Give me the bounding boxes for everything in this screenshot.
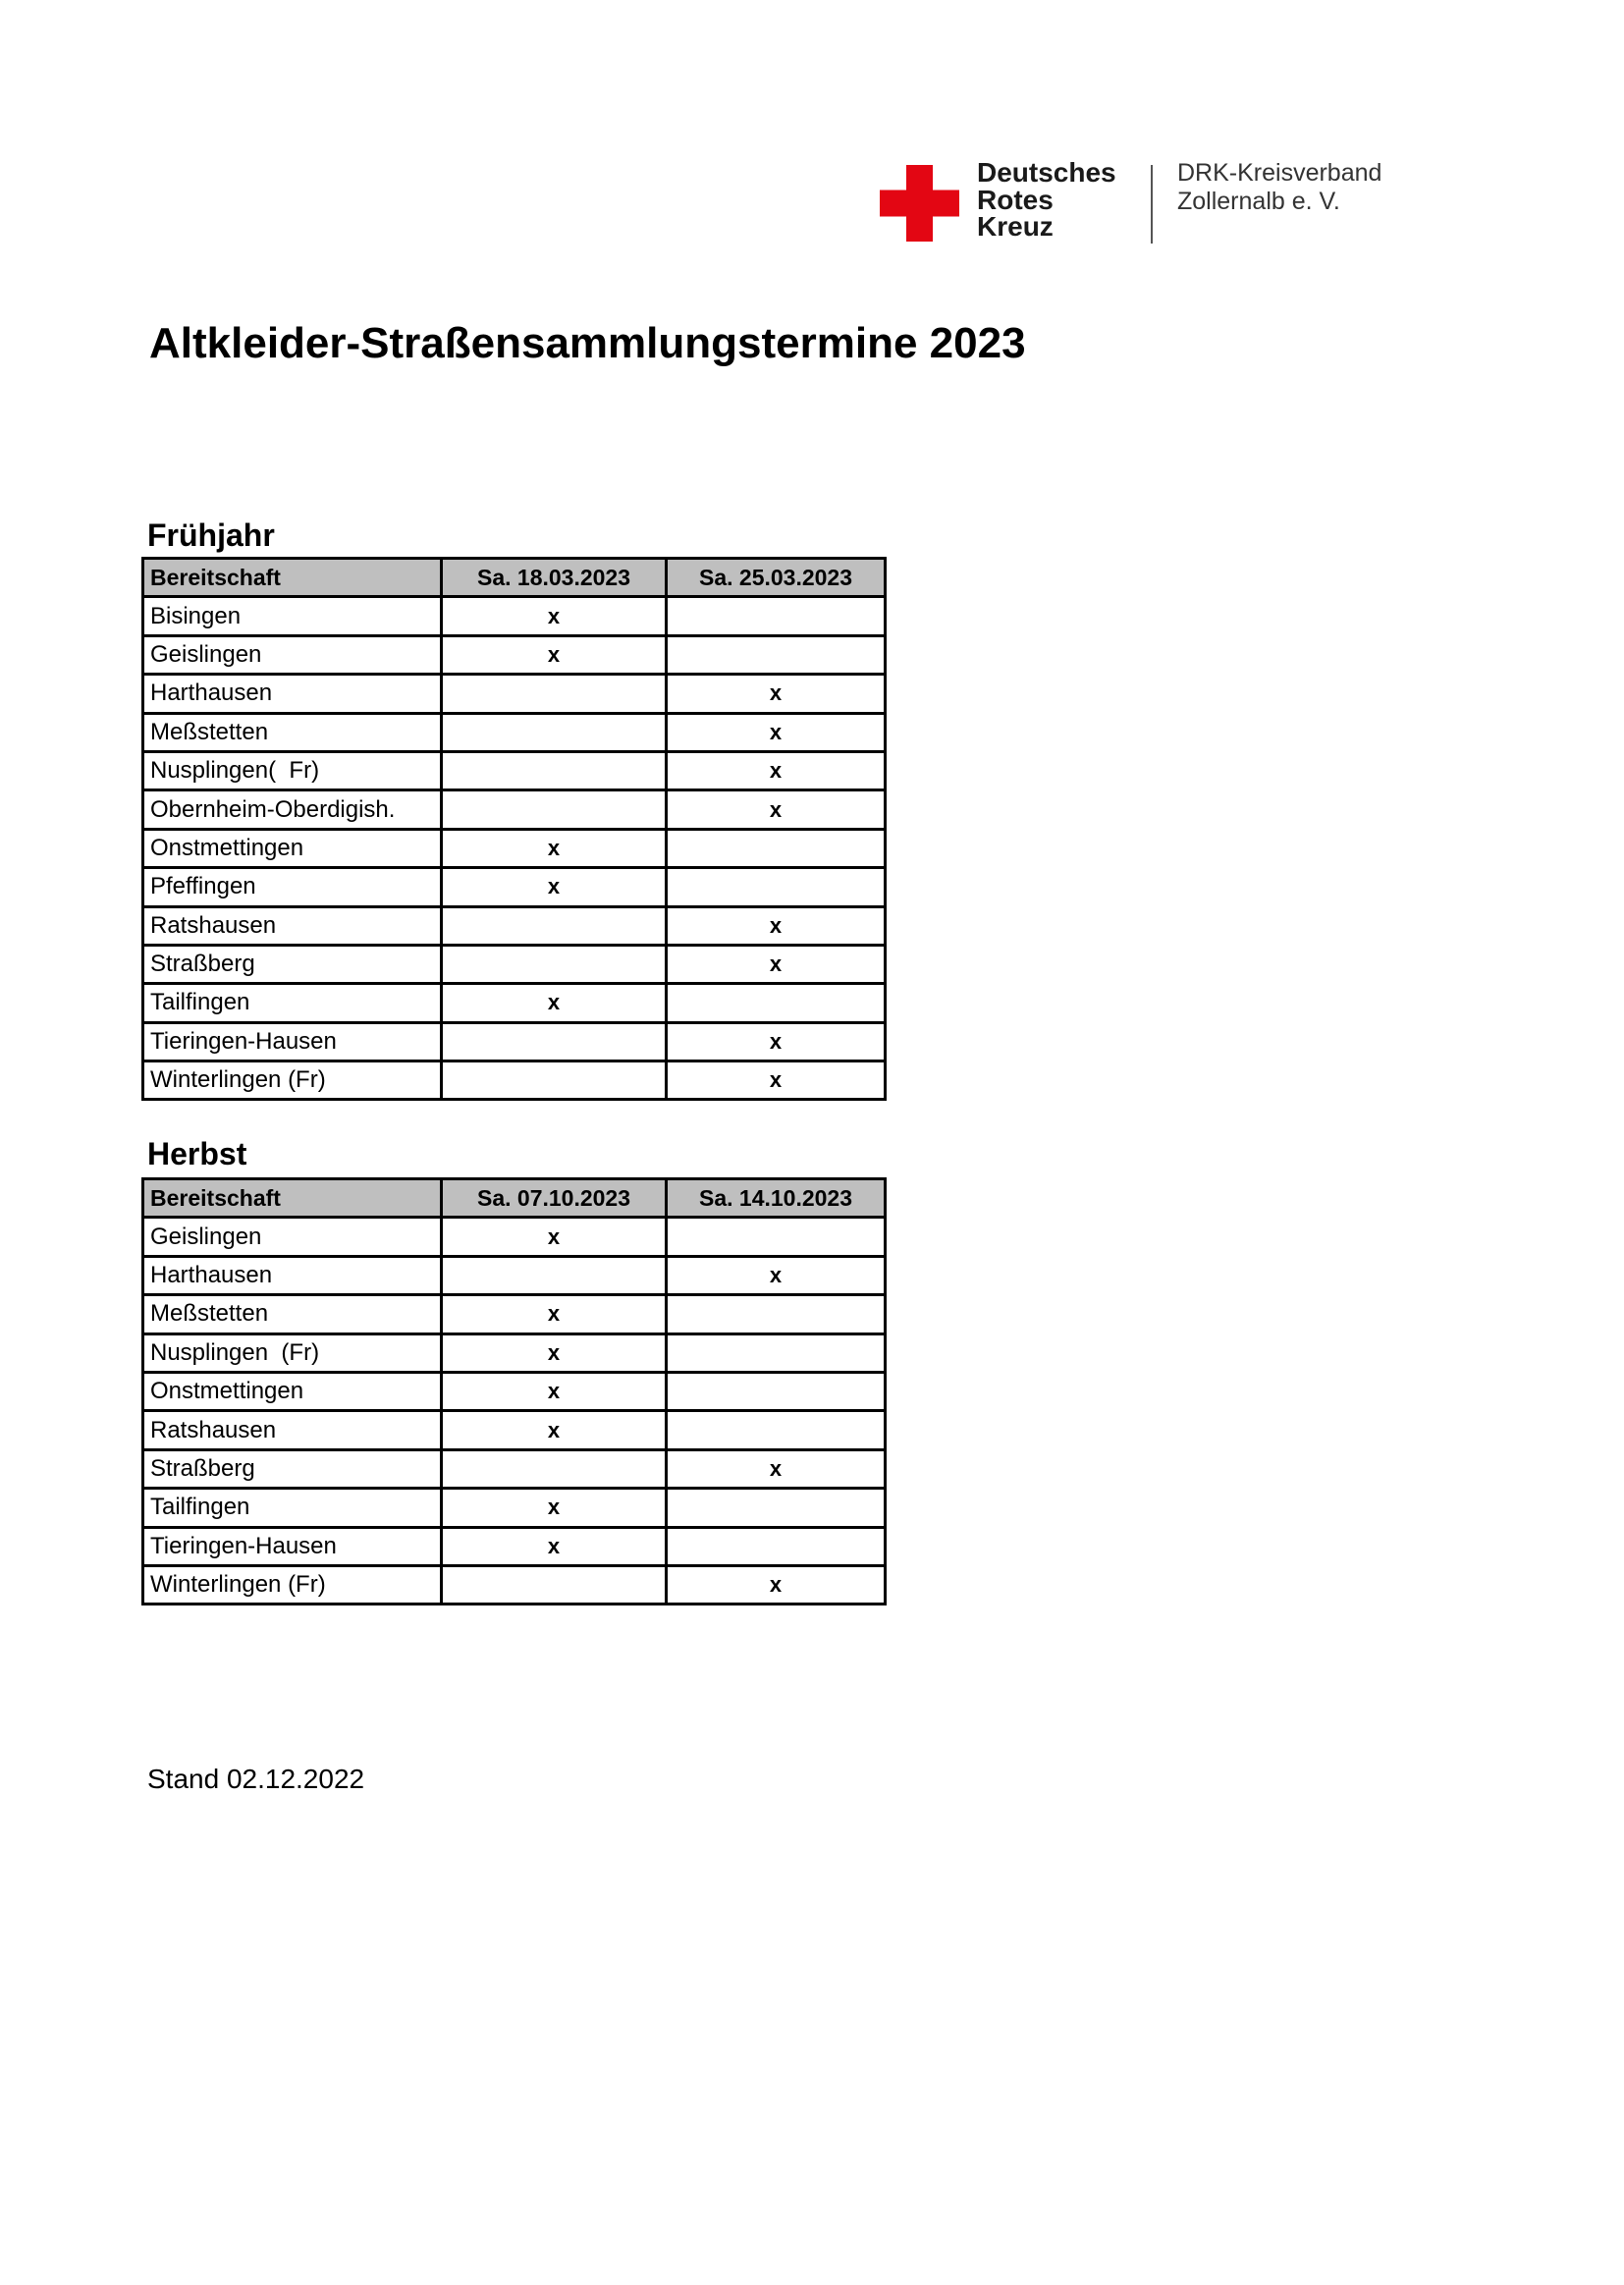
collection-mark-cell <box>667 597 886 635</box>
collection-mark-cell: x <box>667 906 886 945</box>
table-row <box>143 1218 886 1256</box>
bereitschaft-name-cell: Tailfingen <box>143 984 442 1022</box>
bereitschaft-name-cell: Harthausen <box>143 675 442 713</box>
collection-mark-cell <box>442 1061 667 1100</box>
collection-mark-cell <box>442 1256 667 1294</box>
collection-mark-cell: x <box>667 1565 886 1604</box>
red-cross-horizontal-bar <box>880 190 959 217</box>
collection-mark-cell: x <box>442 1489 667 1527</box>
table-row <box>143 984 886 1022</box>
table-row <box>143 751 886 789</box>
column-header-date-1: Sa. 18.03.2023 <box>442 559 667 597</box>
collection-mark-cell <box>667 1218 886 1256</box>
spring-heading: Frühjahr <box>147 517 275 553</box>
logo-org-line: Kreuz <box>977 211 1054 242</box>
collection-mark-cell: x <box>442 1333 667 1372</box>
table-row <box>143 635 886 674</box>
collection-mark-cell <box>667 1489 886 1527</box>
table-row <box>143 790 886 829</box>
bereitschaft-name-cell: Tailfingen <box>143 1489 442 1527</box>
bereitschaft-name-cell: Meßstetten <box>143 713 442 751</box>
column-header-date-2: Sa. 14.10.2023 <box>667 1179 886 1218</box>
bereitschaft-name-cell: Obernheim-Oberdigish. <box>143 790 442 829</box>
table-row <box>143 1411 886 1449</box>
collection-mark-cell <box>442 713 667 751</box>
collection-mark-cell <box>667 635 886 674</box>
bereitschaft-name-cell: Winterlingen (Fr) <box>143 1061 442 1100</box>
page-title: Altkleider-Straßensammlungstermine 2023 <box>149 319 1026 367</box>
collection-mark-cell: x <box>667 1061 886 1100</box>
bereitschaft-name-cell: Geislingen <box>143 635 442 674</box>
collection-mark-cell: x <box>442 597 667 635</box>
column-header-date-1: Sa. 07.10.2023 <box>442 1179 667 1218</box>
collection-mark-cell: x <box>667 1449 886 1488</box>
bereitschaft-name-cell: Straßberg <box>143 945 442 983</box>
bereitschaft-name-cell: Pfeffingen <box>143 868 442 906</box>
collection-mark-cell <box>442 675 667 713</box>
collection-mark-cell <box>442 751 667 789</box>
table-row <box>143 1565 886 1604</box>
autumn-schedule-table <box>141 1177 887 1605</box>
collection-mark-cell: x <box>667 1256 886 1294</box>
collection-mark-cell: x <box>442 635 667 674</box>
bereitschaft-name-cell: Harthausen <box>143 1256 442 1294</box>
table-row <box>143 1295 886 1333</box>
red-cross-icon <box>880 165 959 242</box>
column-header-bereitschaft: Bereitschaft <box>143 1179 442 1218</box>
collection-mark-cell <box>442 906 667 945</box>
collection-mark-cell: x <box>667 675 886 713</box>
collection-mark-cell: x <box>667 1022 886 1061</box>
bereitschaft-name-cell: Straßberg <box>143 1449 442 1488</box>
collection-mark-cell: x <box>442 1295 667 1333</box>
table-row <box>143 868 886 906</box>
collection-mark-cell <box>442 790 667 829</box>
logo-branch-line: DRK-Kreisverband <box>1177 159 1382 187</box>
bereitschaft-name-cell: Tieringen-Hausen <box>143 1527 442 1565</box>
bereitschaft-name-cell: Ratshausen <box>143 906 442 945</box>
table-row <box>143 906 886 945</box>
table-header-row <box>143 1179 886 1218</box>
collection-mark-cell: x <box>442 1372 667 1410</box>
collection-mark-cell: x <box>667 751 886 789</box>
collection-mark-cell <box>667 1295 886 1333</box>
collection-mark-cell <box>667 1372 886 1410</box>
table-body <box>143 597 886 1100</box>
logo-branch-name <box>1177 159 1381 216</box>
bereitschaft-name-cell: Ratshausen <box>143 1411 442 1449</box>
collection-mark-cell: x <box>442 868 667 906</box>
collection-mark-cell: x <box>667 945 886 983</box>
autumn-heading: Herbst <box>147 1136 247 1171</box>
table-head <box>143 1179 886 1218</box>
table-body <box>143 1218 886 1605</box>
table-row <box>143 675 886 713</box>
table-row <box>143 713 886 751</box>
collection-mark-cell <box>442 945 667 983</box>
logo-org-line: Rotes <box>977 184 1054 215</box>
table-row <box>143 945 886 983</box>
collection-mark-cell: x <box>442 984 667 1022</box>
collection-mark-cell: x <box>667 713 886 751</box>
bereitschaft-name-cell: Bisingen <box>143 597 442 635</box>
bereitschaft-name-cell: Winterlingen (Fr) <box>143 1565 442 1604</box>
column-header-bereitschaft: Bereitschaft <box>143 559 442 597</box>
collection-mark-cell <box>442 1565 667 1604</box>
bereitschaft-name-cell: Nusplingen( Fr) <box>143 751 442 789</box>
logo-organization-name <box>977 159 1116 241</box>
column-header-date-2: Sa. 25.03.2023 <box>667 559 886 597</box>
table-row <box>143 1372 886 1410</box>
collection-mark-cell <box>667 829 886 867</box>
collection-mark-cell <box>442 1449 667 1488</box>
collection-mark-cell: x <box>442 1411 667 1449</box>
bereitschaft-name-cell: Onstmettingen <box>143 829 442 867</box>
collection-mark-cell: x <box>667 790 886 829</box>
table-row <box>143 1333 886 1372</box>
collection-mark-cell: x <box>442 1218 667 1256</box>
bereitschaft-name-cell: Tieringen-Hausen <box>143 1022 442 1061</box>
table-row <box>143 597 886 635</box>
bereitschaft-name-cell: Onstmettingen <box>143 1372 442 1410</box>
logo-divider <box>1151 165 1153 244</box>
collection-mark-cell: x <box>442 829 667 867</box>
table-row <box>143 1489 886 1527</box>
collection-mark-cell <box>667 1411 886 1449</box>
bereitschaft-name-cell: Nusplingen (Fr) <box>143 1333 442 1372</box>
bereitschaft-name-cell: Geislingen <box>143 1218 442 1256</box>
table-head <box>143 559 886 597</box>
collection-mark-cell: x <box>442 1527 667 1565</box>
table-row <box>143 1449 886 1488</box>
table-row <box>143 1256 886 1294</box>
bereitschaft-name-cell: Meßstetten <box>143 1295 442 1333</box>
table-row <box>143 1061 886 1100</box>
table-row <box>143 1527 886 1565</box>
collection-mark-cell <box>667 1333 886 1372</box>
collection-mark-cell <box>442 1022 667 1061</box>
table-row <box>143 1022 886 1061</box>
collection-mark-cell <box>667 1527 886 1565</box>
collection-mark-cell <box>667 984 886 1022</box>
stand-date: Stand 02.12.2022 <box>147 1764 365 1794</box>
logo-org-line: Deutsches <box>977 157 1116 188</box>
table-row <box>143 829 886 867</box>
logo-branch-line: Zollernalb e. V. <box>1177 188 1340 215</box>
drk-logo <box>864 147 1414 255</box>
collection-mark-cell <box>667 868 886 906</box>
spring-schedule-table <box>141 557 887 1101</box>
table-header-row <box>143 559 886 597</box>
